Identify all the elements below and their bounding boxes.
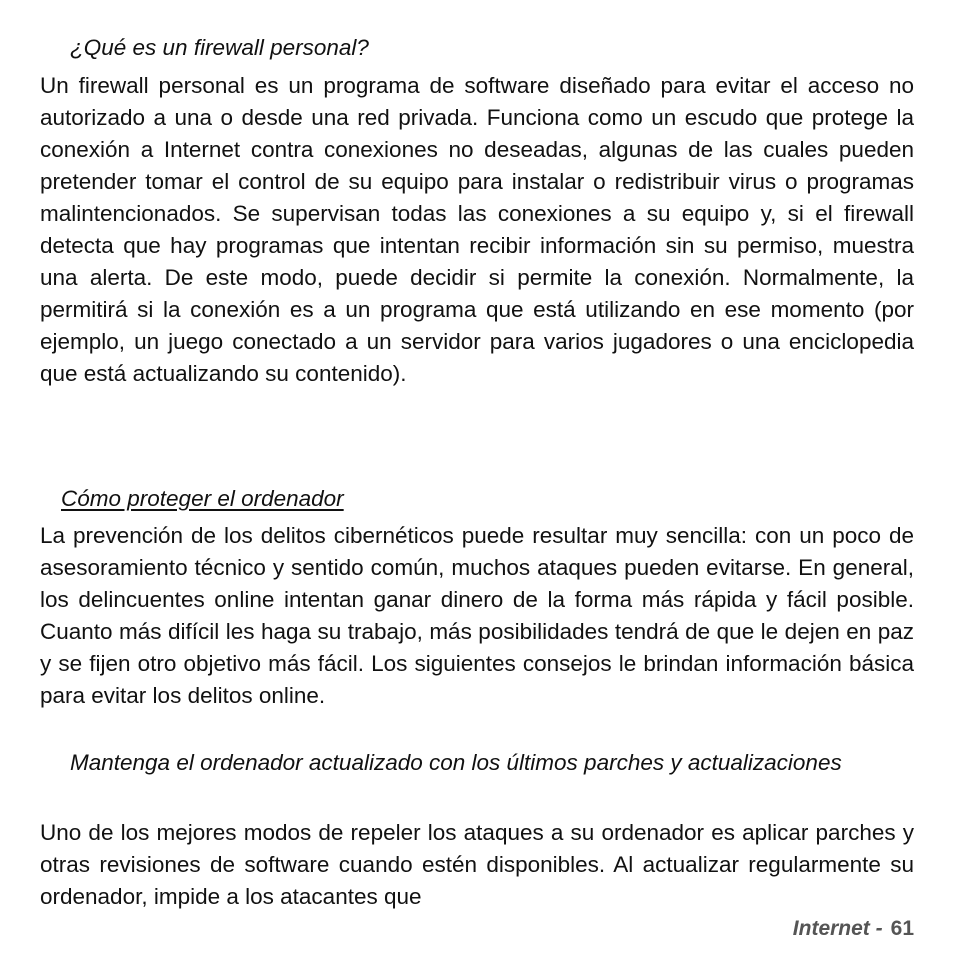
paragraph-firewall: Un firewall personal es un programa de software diseñado para evitar el acceso no autorizado a una o desde una red privada. Funciona como un escudo que protege la conexión a Internet contra conexiones no deseadas, algunas de las cuales pueden pretender tomar el control de su equipo para instalar o redistribuir virus o programas malintencionados. Se supervisan todas las conexiones a su equipo y, si el firewall detecta que hay programas que intentan recibir información sin su permiso, muestra una alerta. De este modo, puede decidir si permite la conexión. Normalmente, la permitirá si la conexión es a un programa que está utilizando en ese momento (por ejemplo, un juego conectado a un servidor para varios jugadores o una enciclopedia que está actualizando su contenido).	[40, 73, 914, 386]
page-number: 61	[890, 917, 914, 940]
paragraph-protect-computer: La prevención de los delitos cibernéticos puede resultar muy sencilla: con un poco de asesoramiento técnico y sentido común, muchos ataques pueden evitarse. En general, los delincuentes online intentan ganar dinero de la forma más rápida y fácil posible. Cuanto más difícil les haga su trabajo, más posibilidades tendrá de que le dejen en paz y se fijen otro objetivo más fácil. Los siguientes consejos le brindan información básica para evitar los delitos online.	[40, 523, 914, 708]
page-footer	[793, 914, 914, 944]
paragraph-keep-updated: Uno de los mejores modos de repeler los ataques a su ordenador es aplicar parches y otras revisiones de software cuando estén disponibles. Al actualizar regularmente su ordenador, impide a los atacantes que	[40, 820, 914, 909]
footer-section-label: Internet -	[792, 917, 883, 940]
section-heading-firewall: ¿Qué es un firewall personal?	[70, 35, 369, 60]
subheading-keep-updated: Mantenga el ordenador actualizado con los últimos parches y actualizaciones	[70, 750, 842, 775]
section-heading-protect-computer: Cómo proteger el ordenador	[61, 486, 344, 511]
